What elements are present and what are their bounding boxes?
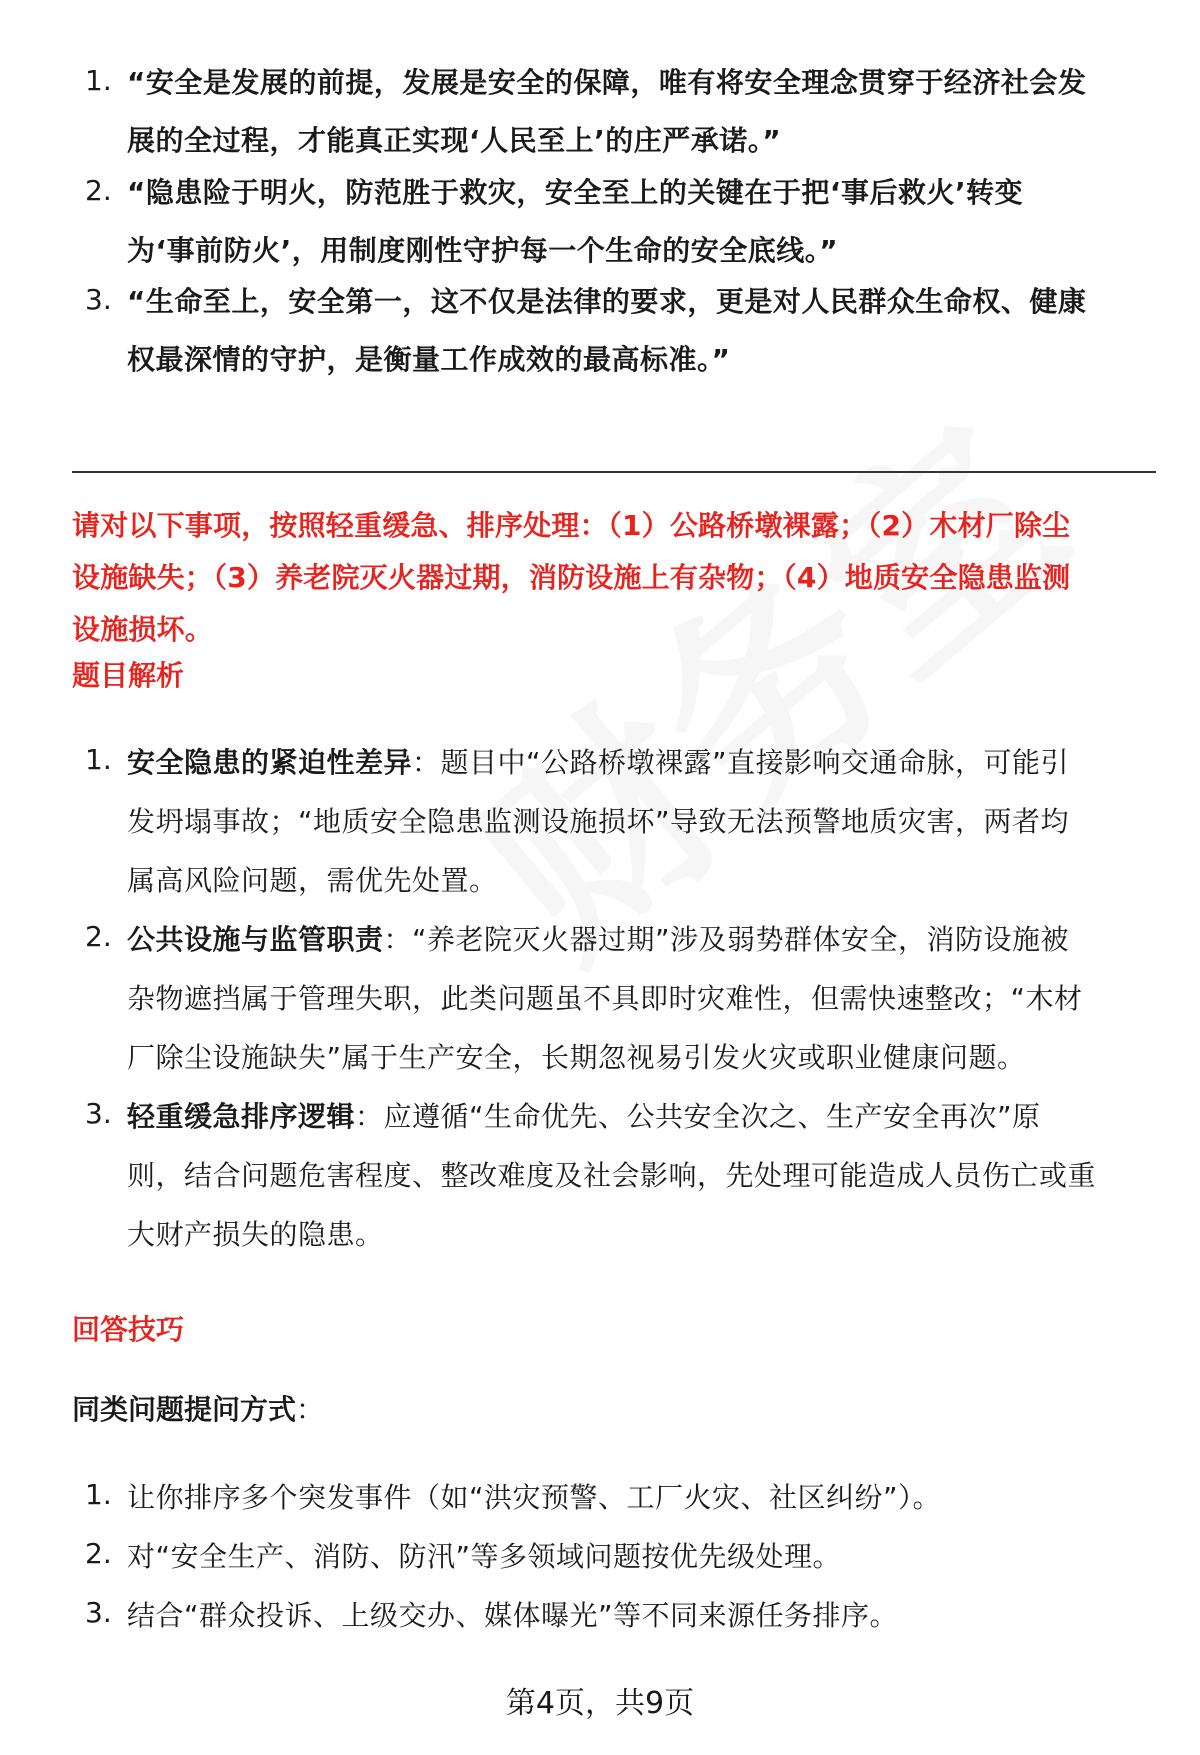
quote-item [127,164,1147,280]
item-text: 则，结合问题危害程度、整改难度及社会影响，先处理可能造成人员伤亡或重 [127,1159,1097,1192]
question-line: 设施损坏。 [72,613,214,646]
list-number: 1. [85,1478,112,1511]
item-text: 发坍塌事故；“地质安全隐患监测设施损坏”导致无法预警地质灾害，两者均 [127,805,1070,838]
separator: ： [296,1393,325,1426]
quote-number: 3. [85,283,112,316]
section-heading-tips: 回答技巧 [72,1313,185,1346]
list-number: 2. [85,920,112,953]
item-text: 杂物遮挡属于管理失职，此类问题虽不具即时灾难性，但需快速整改；“木材 [127,982,1083,1015]
tip-item: 结合“群众投诉、上级交办、媒体曝光”等不同来源任务排序。 [127,1599,899,1632]
analysis-item [127,910,1147,1087]
quote-item [127,273,1147,389]
page-footer: 第4页，共9页 [505,1686,695,1721]
list-number: 3. [85,1596,112,1629]
quote-line: “安全是发展的前提，发展是安全的保障，唯有将安全理念贯穿于经济社会发 [127,66,1087,99]
item-title: 安全隐患的紧迫性差异 [127,746,413,779]
quote-line: “隐患险于明火，防范胜于救灾，安全至上的关键在于把‘事后救火’转变 [127,176,1024,209]
list-number: 1. [85,743,112,776]
quote-number: 1. [85,64,112,97]
item-text: 应遵循“生命优先、公共安全次之、生产安全再次”原 [383,1100,1041,1133]
item-title: 公共设施与监管职责 [127,923,384,956]
tip-item: 让你排序多个突发事件（如“洪灾预警、工厂火灾、社区纠纷”）。 [127,1481,942,1514]
quote-item [127,54,1147,170]
quote-line: 展的全过程，才能真正实现‘人民至上’的庄严承诺。” [127,124,782,157]
analysis-item [127,733,1147,910]
tip-item: 对“安全生产、消防、防汛”等多领域问题按优先级处理。 [127,1540,842,1573]
quote-line: 为‘事前防火’，用制度刚性守护每一个生命的安全底线。” [127,234,839,267]
list-number: 2. [85,1537,112,1570]
section-heading-analysis: 题目解析 [72,659,185,692]
list-number: 3. [85,1097,112,1130]
section-divider [72,471,1156,473]
item-text: 厂除尘设施缺失”属于生产安全，长期忽视易引发火灾或职业健康问题。 [127,1041,1026,1074]
item-text: 题目中“公路桥墩裸露”直接影响交通命脉，可能引 [440,746,1070,779]
subheading [72,1388,324,1428]
separator: ： [383,923,413,956]
analysis-item [127,1087,1147,1264]
separator: ： [412,746,441,779]
item-text: “养老院灭火器过期”涉及弱势群体安全，消防设施被 [412,923,1070,956]
quote-number: 2. [85,174,112,207]
question-line: 设施缺失；（3）养老院灭火器过期，消防设施上有杂物；（4）地质安全隐患监测 [72,561,1071,594]
separator: ： [355,1100,384,1133]
quote-line: “生命至上，安全第一，这不仅是法律的要求，更是对人民群众生命权、健康 [127,285,1087,318]
subheading-text: 同类问题提问方式 [72,1393,297,1426]
question-line: 请对以下事项，按照轻重缓急、排序处理：（1）公路桥墩裸露；（2）木材厂除尘 [72,509,1071,542]
item-text: 属高风险问题，需优先处置。 [127,864,498,897]
item-text: 大财产损失的隐患。 [127,1218,384,1251]
quote-line: 权最深情的守护，是衡量工作成效的最高标准。” [127,343,731,376]
question-text [72,500,1162,656]
item-title: 轻重缓急排序逻辑 [127,1100,356,1133]
